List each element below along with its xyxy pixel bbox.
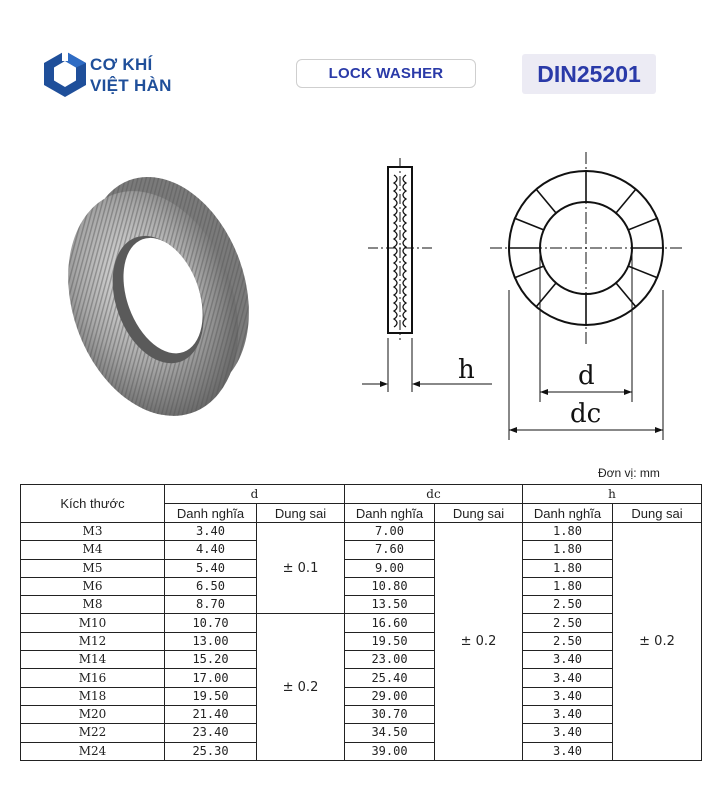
- table-row: [21, 596, 702, 614]
- table-row: [21, 687, 702, 705]
- col-d-nominal: Danh nghĩa: [165, 504, 257, 523]
- cell-dc: 25.40: [345, 669, 435, 687]
- cell-h: 3.40: [523, 742, 613, 760]
- cell-d-tolerance-small: ± 0.1: [257, 523, 345, 614]
- col-group-dc: dc: [345, 485, 523, 504]
- cell-h: 1.80: [523, 577, 613, 595]
- col-d-tolerance: Dung sai: [257, 504, 345, 523]
- col-dc-tolerance: Dung sai: [435, 504, 523, 523]
- unit-note: Đơn vị: mm: [598, 466, 660, 480]
- cell-size: M18: [21, 687, 165, 705]
- brand-line-2: VIỆT HÀN: [90, 76, 172, 95]
- cell-d: 15.20: [165, 651, 257, 669]
- technical-drawing: [350, 140, 700, 450]
- cell-size: M22: [21, 724, 165, 742]
- cell-dc: 34.50: [345, 724, 435, 742]
- cell-h: 2.50: [523, 614, 613, 632]
- table-row: [21, 724, 702, 742]
- table-header-row: [21, 485, 702, 504]
- cell-dc: 7.60: [345, 541, 435, 559]
- cell-d: 8.70: [165, 596, 257, 614]
- cell-size: M20: [21, 705, 165, 723]
- table-row: [21, 632, 702, 650]
- table-row: [21, 559, 702, 577]
- cell-size: M8: [21, 596, 165, 614]
- cell-dc: 29.00: [345, 687, 435, 705]
- cell-size: M14: [21, 651, 165, 669]
- standard-badge: DIN25201: [522, 54, 656, 94]
- col-h-nominal: Danh nghĩa: [523, 504, 613, 523]
- cell-d: 3.40: [165, 523, 257, 541]
- cell-dc: 10.80: [345, 577, 435, 595]
- cell-dc: 23.00: [345, 651, 435, 669]
- cell-dc: 39.00: [345, 742, 435, 760]
- table-row: [21, 614, 702, 632]
- cell-h: 2.50: [523, 632, 613, 650]
- cell-d: 4.40: [165, 541, 257, 559]
- cell-d: 6.50: [165, 577, 257, 595]
- cell-d: 5.40: [165, 559, 257, 577]
- cell-dc: 19.50: [345, 632, 435, 650]
- cell-dc: 7.00: [345, 523, 435, 541]
- col-size-header: Kích thước: [21, 485, 165, 523]
- cell-h: 1.80: [523, 559, 613, 577]
- table-row: [21, 523, 702, 541]
- washer-photo: [34, 165, 274, 435]
- cell-size: M12: [21, 632, 165, 650]
- col-group-h: h: [523, 485, 702, 504]
- cell-h: 1.80: [523, 523, 613, 541]
- col-group-d: d: [165, 485, 345, 504]
- dimension-table: [20, 484, 702, 761]
- table-body: [21, 523, 702, 761]
- cell-d-tolerance-large: ± 0.2: [257, 614, 345, 760]
- cell-h: 3.40: [523, 687, 613, 705]
- cell-size: M3: [21, 523, 165, 541]
- cell-d: 13.00: [165, 632, 257, 650]
- cell-h: 3.40: [523, 651, 613, 669]
- cell-h: 1.80: [523, 541, 613, 559]
- cell-h: 2.50: [523, 596, 613, 614]
- table-row: [21, 742, 702, 760]
- cell-h: 3.40: [523, 724, 613, 742]
- col-h-tolerance: Dung sai: [613, 504, 702, 523]
- hexagon-logo-icon: [42, 50, 88, 98]
- cell-h: 3.40: [523, 705, 613, 723]
- cell-dc: 9.00: [345, 559, 435, 577]
- table-row: [21, 577, 702, 595]
- table-row: [21, 541, 702, 559]
- cell-size: M4: [21, 541, 165, 559]
- dimension-label-h: h: [458, 355, 475, 385]
- cell-size: M6: [21, 577, 165, 595]
- cell-d: 25.30: [165, 742, 257, 760]
- brand-name: [90, 54, 172, 96]
- cell-d: 10.70: [165, 614, 257, 632]
- cell-dc-tolerance: ± 0.2: [435, 523, 523, 761]
- cell-d: 21.40: [165, 705, 257, 723]
- table-row: [21, 651, 702, 669]
- table-row: [21, 669, 702, 687]
- cell-dc: 13.50: [345, 596, 435, 614]
- cell-d: 19.50: [165, 687, 257, 705]
- cell-size: M5: [21, 559, 165, 577]
- front-view: [490, 152, 682, 440]
- cell-size: M10: [21, 614, 165, 632]
- dimension-label-dc: dc: [570, 399, 602, 429]
- cell-d: 17.00: [165, 669, 257, 687]
- cell-size: M16: [21, 669, 165, 687]
- cell-d: 23.40: [165, 724, 257, 742]
- cell-h: 3.40: [523, 669, 613, 687]
- brand-line-1: CƠ KHÍ: [90, 55, 153, 74]
- col-dc-nominal: Danh nghĩa: [345, 504, 435, 523]
- cell-dc: 16.60: [345, 614, 435, 632]
- cell-size: M24: [21, 742, 165, 760]
- dimension-label-d: d: [578, 361, 595, 391]
- company-logo: [42, 50, 202, 102]
- cell-h-tolerance: ± 0.2: [613, 523, 702, 761]
- cell-dc: 30.70: [345, 705, 435, 723]
- product-title: LOCK WASHER: [296, 59, 476, 88]
- table-row: [21, 705, 702, 723]
